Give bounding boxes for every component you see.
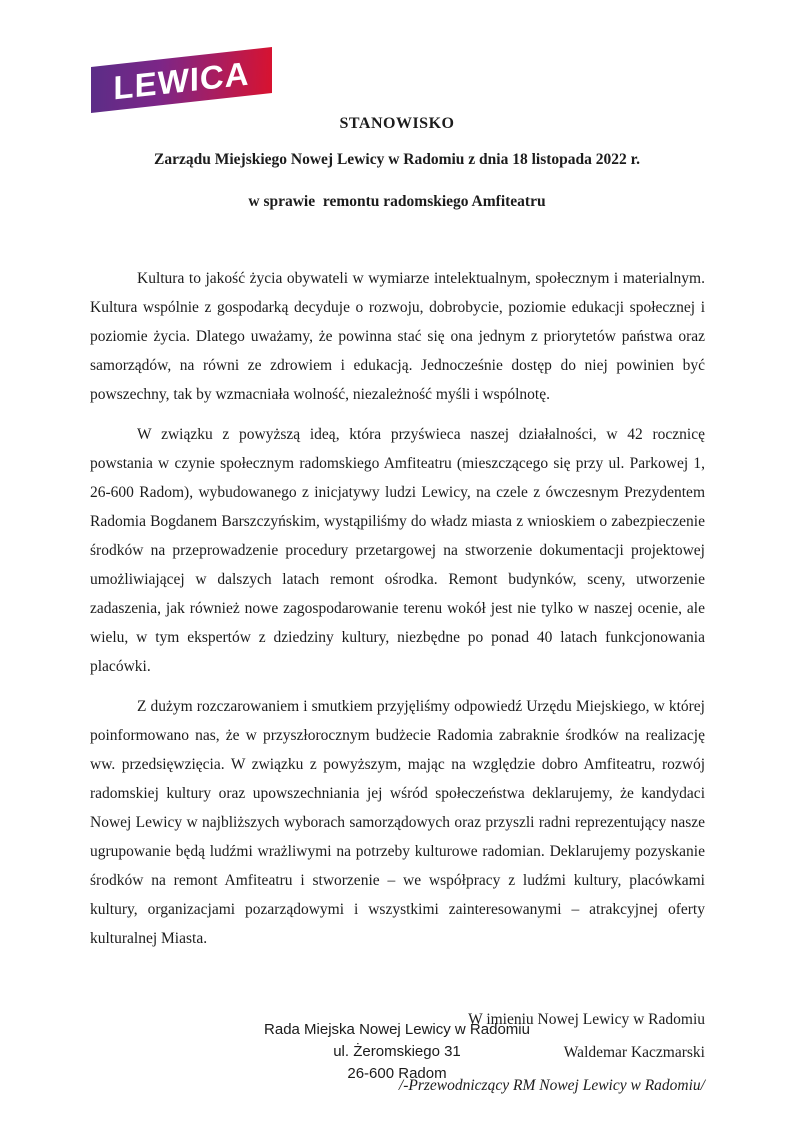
body-paragraph-1: Kultura to jakość życia obywateli w wymiarze intelektualnym, społecznym i materialnym. Kultura wspólnie z gospodarką decyduje o rozwoju, dobrobycie, poziomie edukacji społecznej i poziomie życia. Dlatego uważamy, że powinna stać się ona jednym z priorytetów państwa oraz samorządów, na równi ze zdrowiem i edukacją. Jednocześnie dostęp do niej powinien być powszechny, tak by wzmacniała wolność, niezależność myśli i wspólnotę. — [90, 270, 705, 403]
footer-organization: Rada Miejska Nowej Lewicy w Radomiu — [264, 1021, 530, 1038]
footer-city: 26-600 Radom — [347, 1065, 447, 1082]
lewica-logo-text: LEWICA — [113, 53, 250, 107]
body-paragraph-2: W związku z powyższą ideą, która przyświeca naszej działalności, w 42 rocznicę powstania w czynie społecznym radomskiego Amfiteatru (mieszczącego się przy ul. Parkowej 1, 26-600 Radom), wybudowanego z inicjatywy ludzi Lewicy, na czele z ówczesnym Prezydentem Radomia Bogdanem Barszczyńskim, wystąpiliśmy do władz miasta z wnioskiem o zabezpieczenie środków na przeprowadzenie procedury przetargowej na stworzenie dokumentacji projektowej umożliwiającej w dalszych latach remont ośrodka. Remont budynków, sceny, utworzenie zadaszenia, jak również nowe zagospodarowanie terenu wokół jest nie tylko w naszej ocenie, ale wielu, w tym ekspertów z dziedziny kultury, niezbędne po ponad 40 latach funkcjonowania placówki. — [90, 426, 705, 675]
document-subject: w sprawie remontu radomskiego Amfiteatru — [248, 192, 546, 210]
signature-role: /-Przewodniczący RM Nowej Lewicy w Radomiu/ — [398, 1077, 705, 1094]
signature-on-behalf: W imieniu Nowej Lewicy w Radomiu — [468, 1011, 705, 1028]
signature-name: Waldemar Kaczmarski — [563, 1044, 705, 1061]
document-subtitle: Zarządu Miejskiego Nowej Lewicy w Radomiu z dnia 18 listopada 2022 r. — [154, 151, 640, 168]
document-title: STANOWISKO — [339, 115, 455, 132]
footer-street: ul. Żeromskiego 31 — [333, 1043, 461, 1060]
document-footer — [0, 1019, 794, 1085]
body-paragraph-3: Z dużym rozczarowaniem i smutkiem przyjęliśmy odpowiedź Urzędu Miejskiego, w której poinformowano nas, że w przyszłorocznym budżecie Radomia zabraknie środków na realizację ww. przedsięwzięcia. W związku z powyższym, mając na względzie dobro Amfiteatru, rozwój radomskiej kultury oraz upowszechniania jej wśród społeczeństwa deklarujemy, że kandydaci Nowej Lewicy w najbliższych wyborach samorządowych oraz przyszli radni reprezentujący nasze ugrupowanie będą ludźmi wrażliwymi na potrzeby kulturowe radomian. Deklarujemy pozyskanie środków na remont Amfiteatru i stworzenie – we współpracy z ludźmi kultury, placówkami kultury, organizacjami pozarządowymi i wszystkimi zainteresowanymi – atrakcyjnej oferty kulturalnej Miasta. — [90, 698, 705, 947]
document-body — [90, 264, 705, 953]
